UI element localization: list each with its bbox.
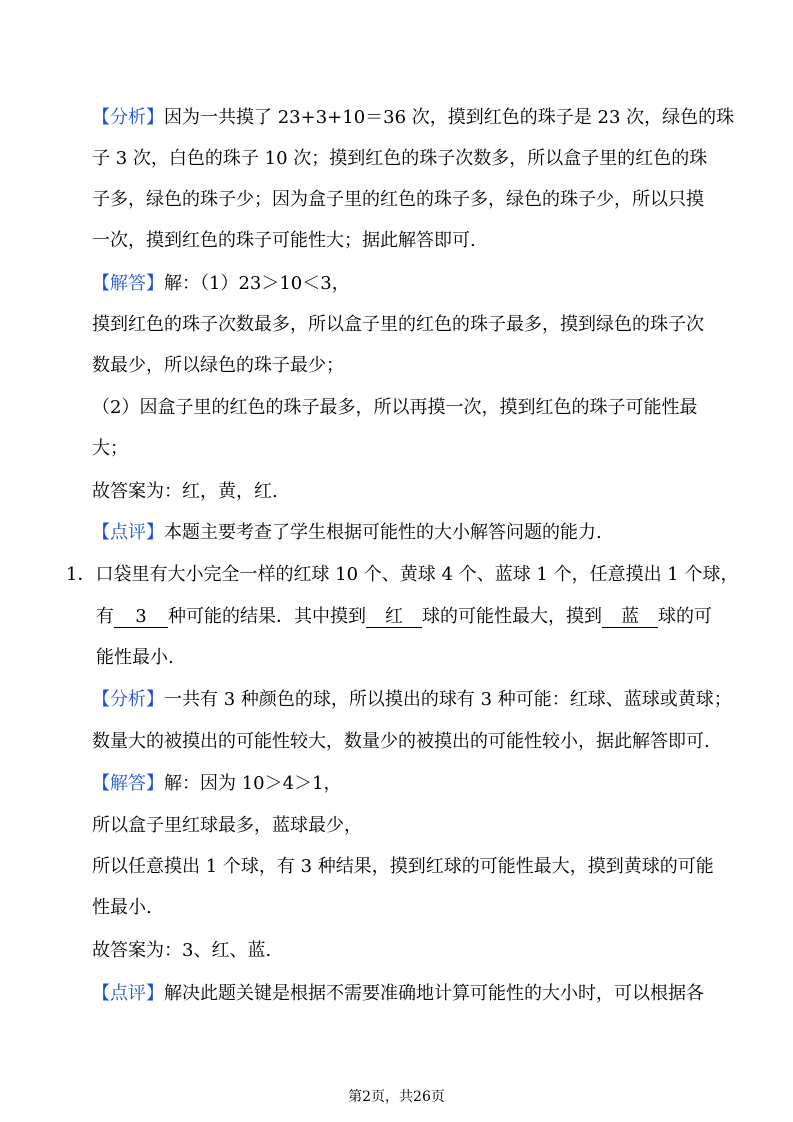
answer-2-line-5: 故答案为：3、红、蓝. [92, 940, 272, 961]
answer-text: 解：（1）23＞10＜3， [164, 273, 350, 294]
analysis-1-line-4: 一次，摸到红色的珠子可能性大；据此解答即可. [92, 230, 476, 251]
answer-blank-1: 3 [114, 607, 168, 628]
question-text-d: 球的可 [658, 606, 712, 627]
analysis-text: 因为一共摸了 23+3+10＝36 次，摸到红色的珠子是 23 次，绿色的珠 [164, 107, 735, 128]
comment-tag: 【点评】 [92, 983, 164, 1004]
answer-blank-3: 蓝 [602, 607, 658, 628]
comment-1 [92, 522, 602, 544]
comment-text: 解决此题关键是根据不需要准确地计算可能性的大小时，可以根据各 [164, 983, 704, 1004]
analysis-tag: 【分析】 [92, 689, 164, 710]
answer-blank-2: 红 [366, 607, 422, 628]
answer-2-line-3: 所以任意摸出 1 个球，有 3 种结果，摸到红球的可能性最大，摸到黄球的可能 [92, 856, 714, 877]
question-text-b: 种可能的结果．其中摸到 [168, 606, 366, 627]
question-line-3: 能性最小. [96, 647, 174, 668]
answer-2-line-2: 所以盒子里红球最多，蓝球最少， [92, 815, 362, 836]
question-line-2 [96, 606, 712, 628]
comment-2 [92, 983, 704, 1005]
answer-tag: 【解答】 [92, 773, 164, 794]
question-text-a: 有 [96, 606, 114, 627]
answer-1-line-4: （2）因盒子里的红色的珠子最多，所以再摸一次，摸到红色的珠子可能性最 [92, 397, 698, 418]
question-text: 口袋里有大小完全一样的红球 10 个、黄球 4 个、蓝球 1 个，任意摸出 1 个球， [95, 564, 739, 585]
analysis-text: 一共有 3 种颜色的球，所以摸出的球有 3 种可能：红球、蓝球或黄球； [164, 689, 732, 710]
question-number: 1． [66, 564, 96, 585]
analysis-2-line-1 [92, 689, 732, 711]
answer-1-line-1 [92, 273, 350, 295]
page-number: 第2页，共26页 [348, 1089, 445, 1105]
question-text-c: 球的可能性最大，摸到 [422, 606, 602, 627]
answer-1-line-2: 摸到红色的珠子次数最多，所以盒子里的红色的珠子最多，摸到绿色的珠子次 [92, 314, 704, 335]
question-line-1 [66, 564, 738, 586]
comment-tag: 【点评】 [92, 522, 164, 543]
analysis-tag: 【分析】 [92, 107, 164, 128]
analysis-2-line-2: 数量大的被摸出的可能性较大，数量少的被摸出的可能性较小，据此解答即可. [92, 731, 710, 752]
answer-1-line-5: 大； [92, 438, 128, 459]
answer-2-line-1 [92, 773, 342, 795]
answer-1-line-3: 数最少，所以绿色的珠子最少； [92, 355, 344, 376]
analysis-1-line-3: 子多，绿色的珠子少；因为盒子里的红色的珠子多，绿色的珠子少，所以只摸 [92, 189, 704, 210]
answer-tag: 【解答】 [92, 273, 164, 294]
analysis-1-line-2: 子 3 次，白色的珠子 10 次；摸到红色的珠子次数多，所以盒子里的红色的珠 [92, 148, 708, 169]
answer-1-line-6: 故答案为：红，黄，红. [92, 481, 278, 502]
comment-text: 本题主要考查了学生根据可能性的大小解答问题的能力. [164, 522, 602, 543]
answer-2-line-4: 性最小. [92, 897, 152, 918]
answer-text: 解：因为 10＞4＞1， [164, 773, 342, 794]
analysis-1-line-1 [92, 107, 734, 129]
